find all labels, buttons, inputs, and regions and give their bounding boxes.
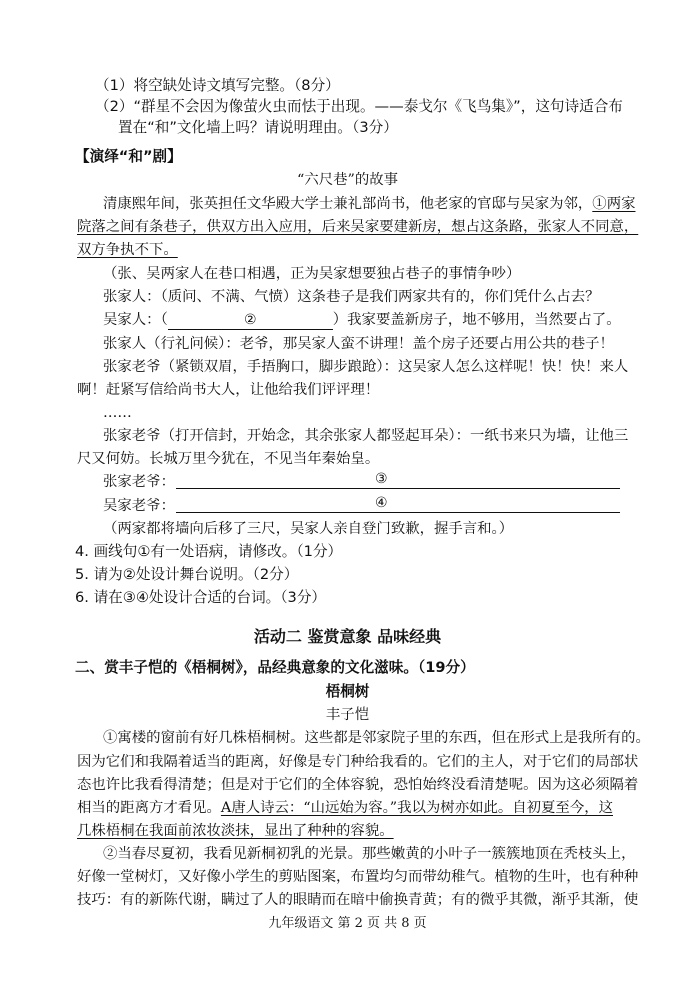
- line-3-label: 张家老爷：: [103, 474, 175, 490]
- page-footer: 九年级语文 第 2 页 共 8 页: [268, 916, 427, 931]
- dialogue-wu-1-prefix: 吴家人：（: [103, 312, 168, 328]
- activity-2-title: 活动二 鉴赏意象 品味经典: [253, 627, 442, 646]
- dialogue-elder-1-line2: 啊！赶紧写信给尚书大人，让他给我们评评理！: [77, 382, 380, 398]
- story-paragraph-line1-text: 清康熙年间，张英担任文华殿大学士兼礼部尚书，他老家的官邸与吴家为邻，: [103, 196, 593, 212]
- blank-2-marker: ②: [243, 312, 257, 328]
- dialogue-elder-1-line1: 张家老爷（紧锁双眉，手捂胸口，脚步踉跄）：这吴家人怎么这样呢！快！快！来人: [103, 359, 629, 375]
- story-paragraph-line3: 双方争执不下。: [77, 242, 178, 258]
- essay-p1-line5: 几株梧桐在我面前浓妆淡抹，显出了种种的容貌。: [77, 823, 394, 839]
- essay-p2-line1: ②当春尽夏初，我看见新桐初乳的光景。那些嫩黄的小叶子一簇簇地顶在秃枝头上，: [103, 846, 636, 862]
- dialogue-wu-1: [103, 310, 621, 330]
- stage-direction-1: （张、吴两家人在巷口相遇，正为吴家想要独占巷子的事情争吵）: [103, 266, 521, 282]
- dialogue-zhang-2: 张家人（行礼问候）：老爷，那吴家人蛮不讲理！盖个房子还要占用公共的巷子！: [103, 336, 614, 352]
- essay-p1-line2: 因为它们和我隔着适当的距离，好像是专门种给我看的。它们的主人，对于它们的局部状: [77, 754, 639, 770]
- line-4-label: 吴家老爷：: [103, 498, 175, 514]
- essay-p1-line1: ①寓楼的窗前有好几株梧桐树。这些都是邻家院子里的东西，但在形式上是我所有的。: [103, 730, 650, 746]
- essay-p2-line3: 技巧：有的新陈代谢，瞒过了人的眼睛而在暗中偷换青黄；有的微乎其微，渐乎其渐，使: [77, 892, 639, 908]
- section-heading-drama: 【演绎“和”剧】: [75, 148, 182, 165]
- essay-title: 梧桐树: [325, 683, 370, 700]
- dialogue-elder-2-line1: 张家老爷（打开信封，开始念，其余张家人都竖起耳朵）：一纸书来只为墙，让他三: [103, 428, 629, 444]
- question-1: （1）将空缺处诗文填写完整。（8分）: [95, 77, 340, 94]
- story-paragraph-line2: 院落之间有条巷子，供双方出入应用，后来吴家要建新房，想占这条路，张家人不同意，: [77, 219, 639, 235]
- dialogue-wu-1-suffix: ）我家要盖新房子，地不够用，当然要占了。: [332, 312, 621, 328]
- stage-direction-2: （两家都将墙向后移了三尺，吴家人亲自登门致歉，握手言和。）: [103, 521, 514, 537]
- question-section-2-heading: 二、赏丰子恺的《梧桐树》，品经典意象的文化滋味。（19分）: [75, 659, 475, 676]
- question-6: 6. 请在③④处设计合适的台词。（3分）: [75, 589, 327, 606]
- blank-4-marker: ④: [375, 495, 388, 511]
- ellipsis: ……: [103, 405, 132, 421]
- blank-2[interactable]: [168, 311, 333, 330]
- blank-3[interactable]: [176, 488, 620, 489]
- essay-author: 丰子恺: [325, 707, 370, 723]
- question-5: 5. 请为②处设计舞台说明。（2分）: [75, 566, 299, 583]
- blank-3-marker: ③: [375, 471, 388, 487]
- dialogue-zhang-1: 张家人：（质问、不满、气愤）这条巷子是我们两家共有的，你们凭什么占去？: [103, 289, 600, 305]
- underlined-sentence-A: A唐人诗云：“山远始为容。”我以为树亦如此。自初夏至今，这: [220, 800, 613, 816]
- essay-p1-line4: [77, 798, 613, 818]
- story-paragraph-line1: [103, 194, 635, 214]
- question-2-line1: （2）“群星不会因为像萤火虫而怯于出现。——泰戈尔《飞鸟集》”，这句诗适合布: [95, 98, 623, 115]
- dialogue-elder-2-line2: 尺又何妨。长城万里今犹在，不见当年秦始皇。: [77, 451, 380, 467]
- essay-p2-line2: 好像一堂树灯，又好像小学生的剪贴图案，布置均匀而带幼稚气。植物的生叶，也有种种: [77, 869, 639, 885]
- essay-p1-line3: 态也许比我看得清楚；但是对于它们的全体容貌，恐怕始终没看清楚呢。因为这必须隔着: [77, 777, 639, 793]
- blank-4[interactable]: [176, 512, 620, 513]
- essay-p1-line4-text: 相当的距离方才看见。: [77, 800, 221, 816]
- story-title: “六尺巷”的故事: [296, 172, 399, 188]
- question-2-line2: 置在“和”文化墙上吗？请说明理由。（3分）: [118, 119, 398, 136]
- underlined-sentence-1: ①两家: [592, 196, 636, 212]
- question-4: 4. 画线句①有一处语病，请修改。（1分）: [75, 543, 343, 560]
